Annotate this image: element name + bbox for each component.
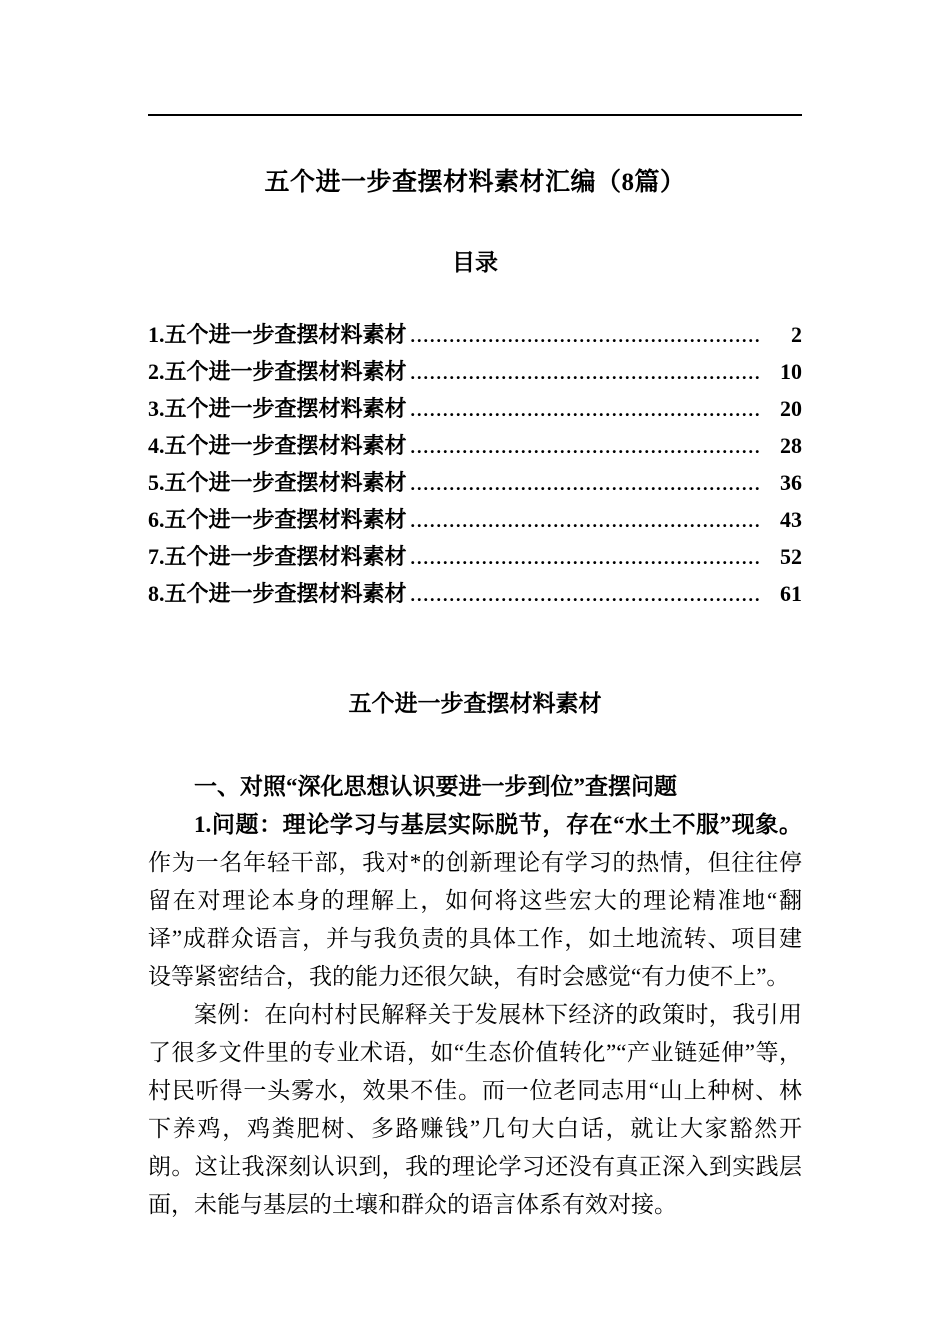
toc-leader-dots — [411, 541, 762, 576]
toc-page-number: 10 — [780, 359, 802, 384]
toc-page-number: 43 — [780, 507, 802, 532]
body-heading-1: 一、对照“深化思想认识要进一步到位”查摆问题 — [194, 774, 677, 799]
toc-leader-dots — [411, 356, 762, 391]
toc-entry-7[interactable] — [148, 539, 802, 576]
toc-entry-label[interactable]: 3.五个进一步查摆材料素材 — [148, 396, 407, 421]
document-title: 五个进一步查摆材料素材汇编（8篇） — [264, 169, 686, 196]
toc-entry-label[interactable]: 2.五个进一步查摆材料素材 — [148, 359, 407, 384]
toc-page-number: 28 — [780, 433, 802, 458]
toc-page-number: 61 — [780, 581, 802, 606]
header-rule — [148, 114, 802, 116]
toc-leader-dots — [411, 319, 762, 354]
toc-entry-label[interactable]: 7.五个进一步查摆材料素材 — [148, 544, 407, 569]
toc-leader-dots — [411, 578, 762, 613]
paragraph-problem — [148, 806, 802, 996]
toc-entry-label[interactable]: 5.五个进一步查摆材料素材 — [148, 470, 407, 495]
toc-entry-4[interactable] — [148, 428, 802, 465]
paragraph-case: 案例：在向村村民解释关于发展林下经济的政策时，我引用了很多文件里的专业术语，如“生态价值转化”“产业链延伸”等，村民听得一头雾水，效果不佳。而一位老同志用“山上种树、林下养鸡，鸡粪肥树、多路赚钱”几句大白话，就让大家豁然开朗。这让我深刻认识到，我的理论学习还没有真正深入到实践层面，未能与基层的土壤和群众的语言体系有效对接。 — [148, 1002, 802, 1217]
toc-leader-dots — [411, 393, 762, 428]
toc-leader-dots — [411, 504, 762, 539]
toc-entry-5[interactable] — [148, 465, 802, 502]
toc-entry-2[interactable] — [148, 354, 802, 391]
toc-heading: 目录 — [452, 250, 498, 275]
toc-entry-6[interactable] — [148, 502, 802, 539]
section-title: 五个进一步查摆材料素材 — [348, 691, 602, 716]
toc-entry-label[interactable]: 8.五个进一步查摆材料素材 — [148, 581, 407, 606]
toc-entry-label[interactable]: 6.五个进一步查摆材料素材 — [148, 507, 407, 532]
toc-entry-label[interactable]: 4.五个进一步查摆材料素材 — [148, 433, 407, 458]
toc-entry-3[interactable] — [148, 391, 802, 428]
toc-leader-dots — [411, 430, 762, 465]
paragraph-problem-text: 作为一名年轻干部，我对*的创新理论有学习的热情，但往往停留在对理论本身的理解上，如何将这些宏大的理论精准地“翻译”成群众语言，并与我负责的具体工作，如土地流转、项目建设等紧密结合，我的能力还很欠缺，有时会感觉“有力使不上”。 — [148, 850, 802, 989]
toc-page-number: 36 — [780, 470, 802, 495]
table-of-contents — [148, 317, 802, 613]
toc-entry-label[interactable]: 1.五个进一步查摆材料素材 — [148, 322, 407, 347]
toc-entry-1[interactable] — [148, 317, 802, 354]
toc-page-number: 2 — [791, 322, 802, 347]
paragraph-problem-lead: 1.问题：理论学习与基层实际脱节，存在“水土不服”现象。 — [194, 812, 802, 837]
toc-leader-dots — [411, 467, 762, 502]
toc-page-number: 52 — [780, 544, 802, 569]
toc-entry-8[interactable] — [148, 576, 802, 613]
toc-page-number: 20 — [780, 396, 802, 421]
